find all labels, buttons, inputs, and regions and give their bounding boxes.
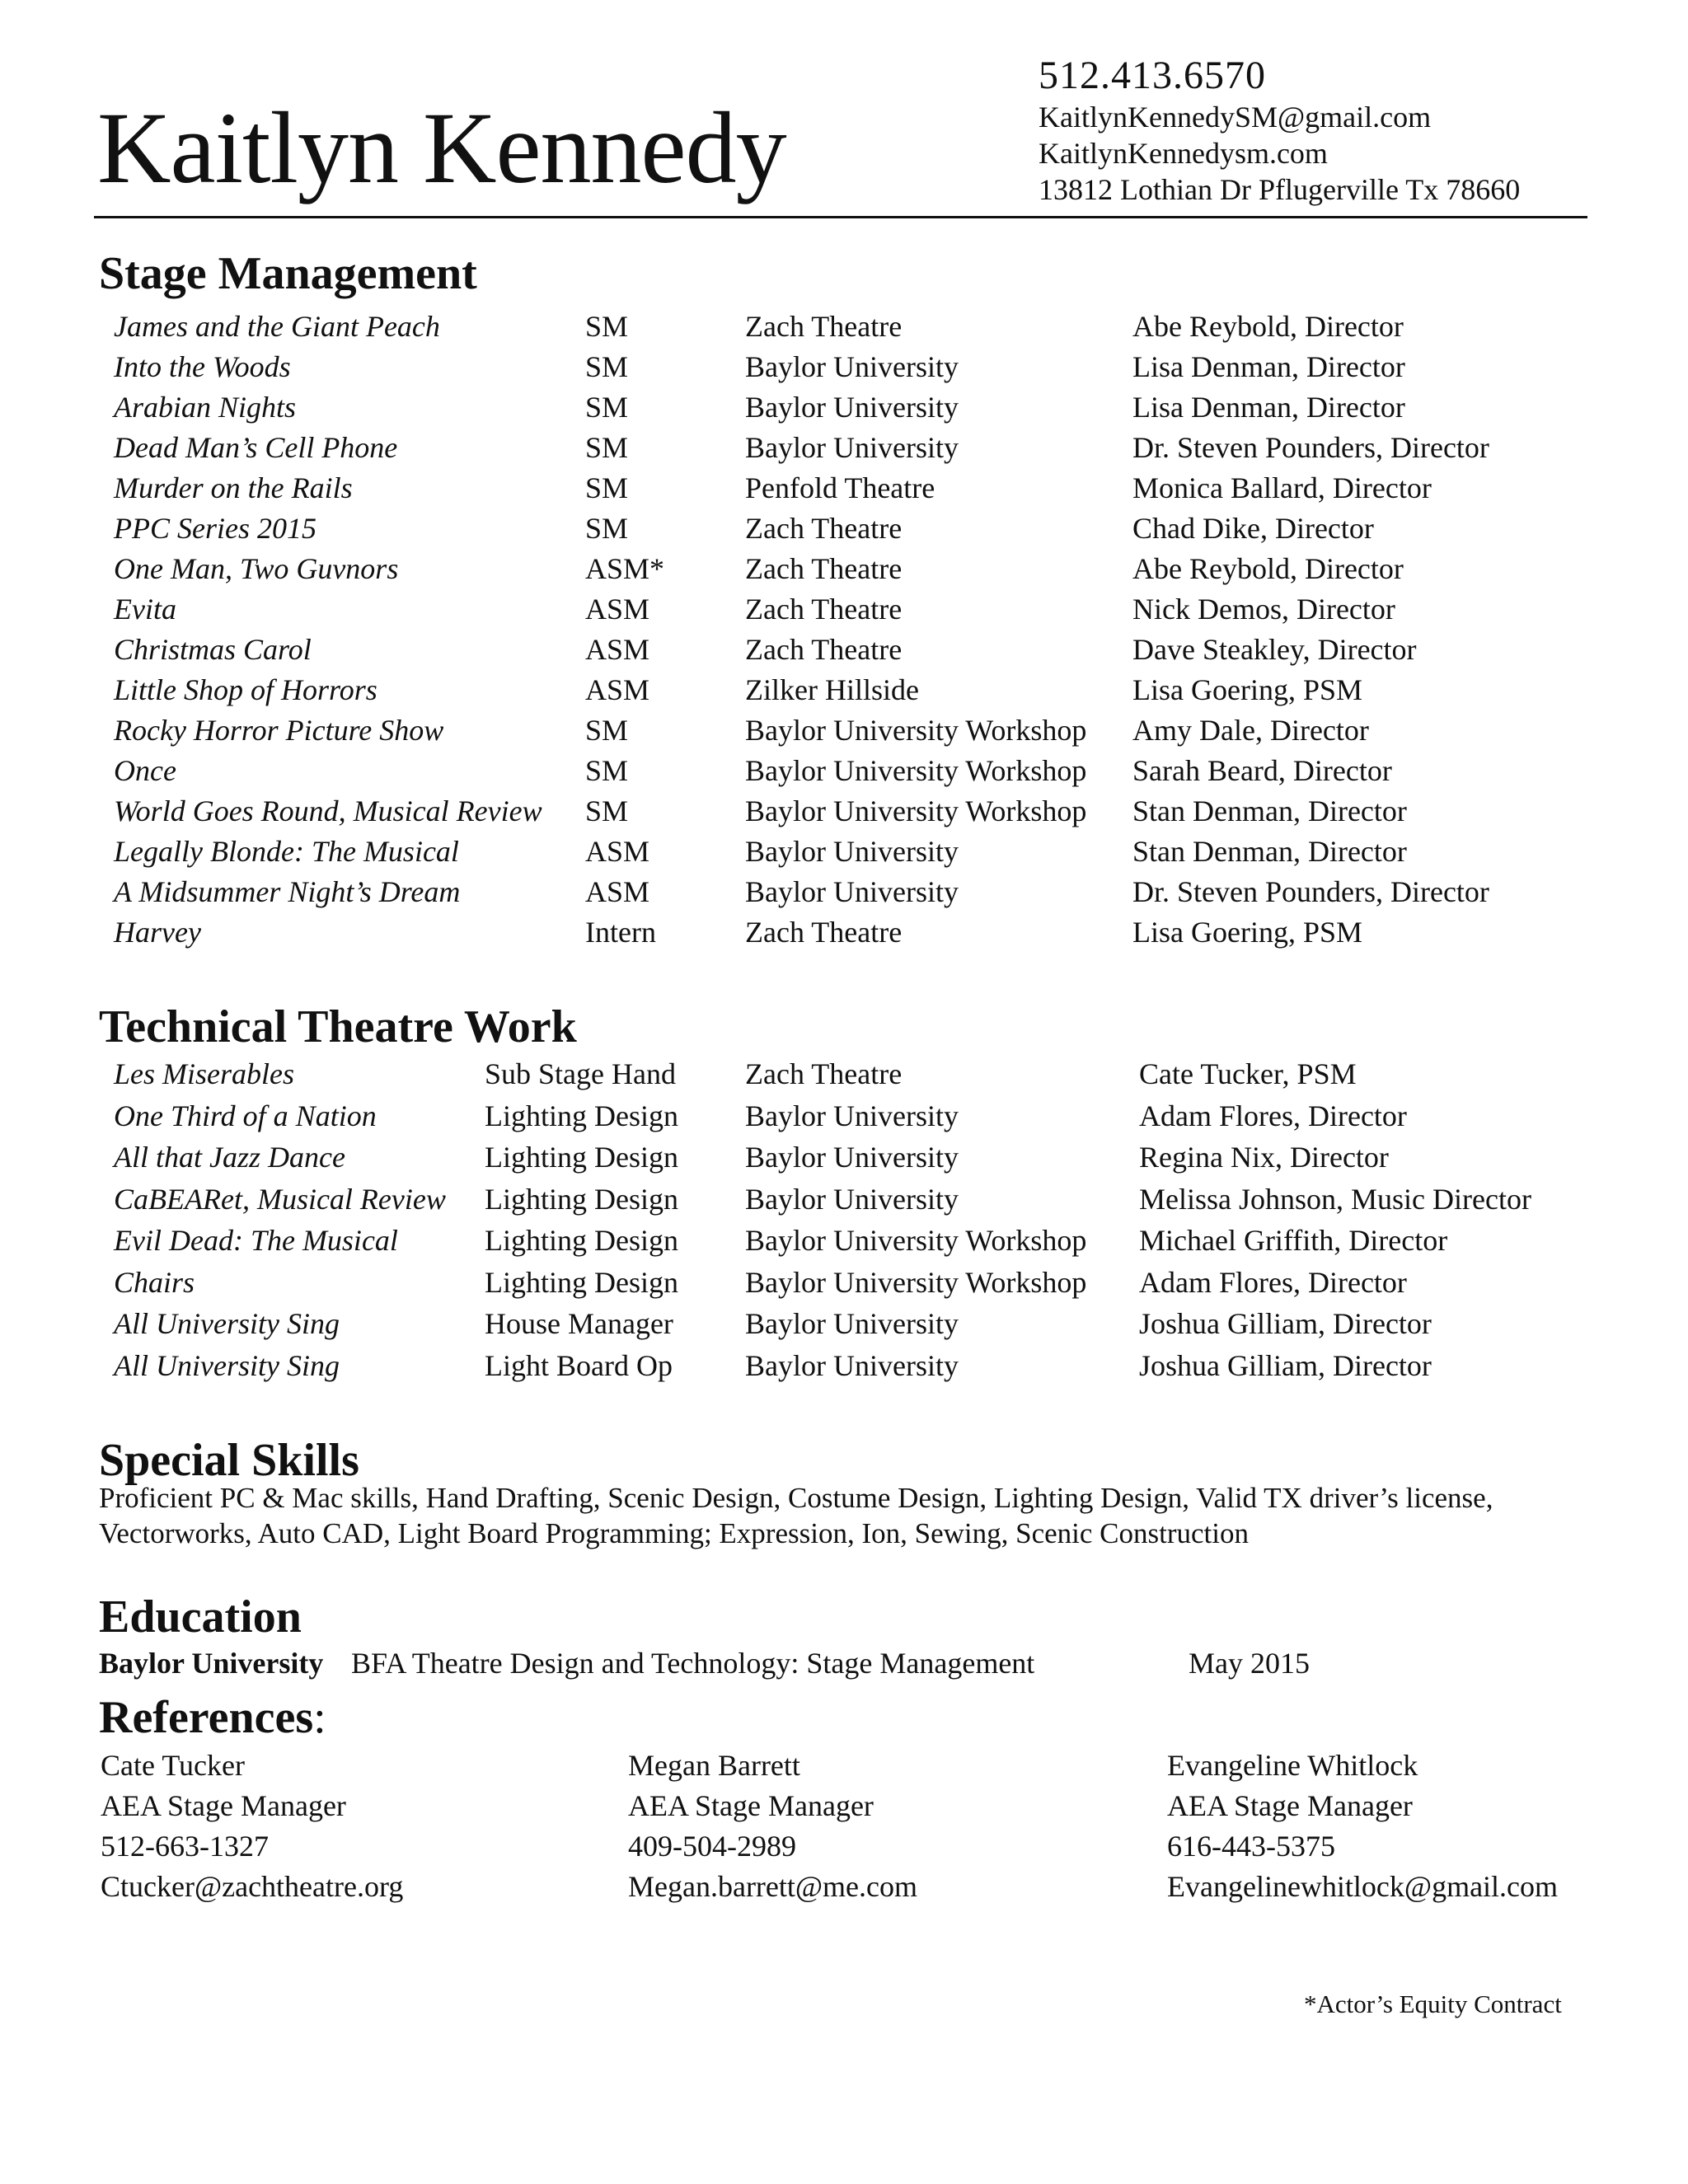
references-heading-text: References xyxy=(99,1692,314,1743)
credit-venue: Zach Theatre xyxy=(745,916,903,949)
reference-email: Evangelinewhitlock@gmail.com xyxy=(1167,1870,1559,1903)
reference-phone: 409-504-2989 xyxy=(628,1830,796,1863)
credit-show: James and the Giant Peach xyxy=(114,310,440,343)
credit-position: SM xyxy=(585,714,629,747)
credit-director: Regina Nix, Director xyxy=(1139,1141,1389,1174)
credit-position: Lighting Design xyxy=(485,1141,678,1174)
credit-position: Light Board Op xyxy=(485,1348,673,1382)
credit-venue: Baylor University xyxy=(745,350,959,383)
resume-name: Kaitlyn Kennedy xyxy=(97,91,786,204)
reference-email: Ctucker@zachtheatre.org xyxy=(101,1870,404,1903)
references-heading-colon: : xyxy=(313,1692,326,1743)
reference-phone: 616-443-5375 xyxy=(1167,1830,1335,1863)
education-date: May 2015 xyxy=(1189,1647,1310,1680)
credit-director: Lisa Denman, Director xyxy=(1132,350,1405,383)
contact-email: KaitlynKennedySM@gmail.com xyxy=(1039,101,1432,134)
reference-card xyxy=(628,1746,917,1907)
credit-venue: Zach Theatre xyxy=(745,1057,903,1090)
credit-show: Chairs xyxy=(114,1265,195,1299)
credit-venue: Baylor University Workshop xyxy=(745,714,1087,747)
credit-show: Harvey xyxy=(114,916,201,949)
credit-show: Legally Blonde: The Musical xyxy=(114,835,459,868)
credit-show: PPC Series 2015 xyxy=(114,512,316,545)
credit-position: Sub Stage Hand xyxy=(485,1057,676,1090)
credit-venue: Baylor University Workshop xyxy=(745,1265,1087,1299)
credit-show: Evil Dead: The Musical xyxy=(114,1224,398,1257)
credit-position: SM xyxy=(585,471,629,504)
contact-website: KaitlynKennedysm.com xyxy=(1039,137,1328,170)
credit-venue: Baylor University xyxy=(745,835,959,868)
credit-director: Lisa Goering, PSM xyxy=(1132,916,1362,949)
credit-show: Dead Man’s Cell Phone xyxy=(114,431,398,464)
credit-show: A Midsummer Night’s Dream xyxy=(114,875,461,908)
credit-director: Joshua Gilliam, Director xyxy=(1139,1348,1432,1382)
credit-show: Les Miserables xyxy=(114,1057,294,1090)
credit-director: Cate Tucker, PSM xyxy=(1139,1057,1357,1090)
credit-director: Lisa Goering, PSM xyxy=(1132,673,1362,706)
credit-venue: Penfold Theatre xyxy=(745,471,935,504)
credit-director: Lisa Denman, Director xyxy=(1132,391,1405,424)
credit-venue: Zach Theatre xyxy=(745,552,903,585)
reference-email: Megan.barrett@me.com xyxy=(628,1870,918,1903)
contact-address: 13812 Lothian Dr Pflugerville Tx 78660 xyxy=(1039,173,1521,206)
credit-director: Amy Dale, Director xyxy=(1132,714,1369,747)
credit-venue: Baylor University xyxy=(745,875,959,908)
credit-show: Arabian Nights xyxy=(114,391,297,424)
credit-show: All University Sing xyxy=(114,1307,340,1340)
credit-director: Chad Dike, Director xyxy=(1132,512,1374,545)
credit-position: ASM xyxy=(585,673,650,706)
credit-venue: Baylor University xyxy=(745,1348,959,1382)
credit-director: Michael Griffith, Director xyxy=(1139,1224,1448,1257)
reference-title: AEA Stage Manager xyxy=(101,1789,346,1822)
reference-name: Cate Tucker xyxy=(101,1749,245,1782)
credit-director: Stan Denman, Director xyxy=(1132,794,1407,827)
stage-management-heading: Stage Management xyxy=(99,248,477,299)
credit-position: ASM xyxy=(585,593,650,626)
credit-venue: Zach Theatre xyxy=(745,310,903,343)
reference-card xyxy=(1167,1746,1558,1907)
credit-director: Nick Demos, Director xyxy=(1132,593,1395,626)
credit-venue: Baylor University xyxy=(745,1141,959,1174)
credit-show: Christmas Carol xyxy=(114,633,312,666)
credit-position: ASM xyxy=(585,875,650,908)
credit-director: Stan Denman, Director xyxy=(1132,835,1407,868)
credit-show: Murder on the Rails xyxy=(114,471,353,504)
credit-venue: Zilker Hillside xyxy=(745,673,919,706)
technical-theatre-heading: Technical Theatre Work xyxy=(99,1001,577,1052)
header-divider xyxy=(94,216,1587,218)
credit-director: Adam Flores, Director xyxy=(1139,1099,1407,1132)
reference-phone: 512-663-1327 xyxy=(101,1830,269,1863)
credit-position: SM xyxy=(585,794,629,827)
reference-card xyxy=(101,1746,403,1907)
credit-director: Monica Ballard, Director xyxy=(1132,471,1432,504)
credit-position: SM xyxy=(585,350,629,383)
education-entry xyxy=(99,1645,1310,1681)
credit-show: World Goes Round, Musical Review xyxy=(114,794,542,827)
credit-show: Evita xyxy=(114,593,176,626)
credit-position: House Manager xyxy=(485,1307,673,1340)
credit-venue: Baylor University xyxy=(745,391,959,424)
credit-venue: Baylor University Workshop xyxy=(745,754,1087,787)
credit-position: Lighting Design xyxy=(485,1224,678,1257)
credit-venue: Baylor University xyxy=(745,431,959,464)
education-school: Baylor University xyxy=(99,1647,324,1680)
reference-title: AEA Stage Manager xyxy=(628,1789,874,1822)
credit-position: SM xyxy=(585,431,629,464)
credit-venue: Zach Theatre xyxy=(745,593,903,626)
special-skills-text: Proficient PC & Mac skills, Hand Drafting, Scenic Design, Costume Design, Lighting Design, Valid TX driver’s license, Vectorworks, Auto CAD, Light Board Programming; Expression, Ion, Sewing, Scenic Construction xyxy=(99,1482,1493,1549)
credit-position: ASM xyxy=(585,633,650,666)
credit-show: All that Jazz Dance xyxy=(114,1141,345,1174)
credit-show: Into the Woods xyxy=(114,350,291,383)
credit-position: SM xyxy=(585,754,629,787)
credit-show: All University Sing xyxy=(114,1348,340,1382)
credit-venue: Baylor University Workshop xyxy=(745,1224,1087,1257)
credit-show: CaBEARet, Musical Review xyxy=(114,1182,446,1216)
references-heading xyxy=(99,1694,326,1741)
contact-phone: 512.413.6570 xyxy=(1039,54,1266,97)
credit-position: ASM* xyxy=(585,552,665,585)
credit-position: Intern xyxy=(585,916,656,949)
credit-director: Dr. Steven Pounders, Director xyxy=(1132,431,1489,464)
credit-position: Lighting Design xyxy=(485,1265,678,1299)
credit-venue: Baylor University xyxy=(745,1099,959,1132)
credit-director: Dave Steakley, Director xyxy=(1132,633,1417,666)
credit-show: Little Shop of Horrors xyxy=(114,673,377,706)
reference-name: Evangeline Whitlock xyxy=(1167,1749,1418,1782)
reference-title: AEA Stage Manager xyxy=(1167,1789,1413,1822)
credit-director: Joshua Gilliam, Director xyxy=(1139,1307,1432,1340)
credit-venue: Baylor University xyxy=(745,1182,959,1216)
credit-venue: Zach Theatre xyxy=(745,512,903,545)
credit-position: SM xyxy=(585,512,629,545)
credit-show: Once xyxy=(114,754,176,787)
special-skills-heading: Special Skills xyxy=(99,1435,359,1486)
credit-director: Sarah Beard, Director xyxy=(1132,754,1392,787)
credit-position: Lighting Design xyxy=(485,1182,678,1216)
credit-director: Adam Flores, Director xyxy=(1139,1265,1407,1299)
footnote: *Actor’s Equity Contract xyxy=(1304,1990,1562,2018)
credit-venue: Baylor University xyxy=(745,1307,959,1340)
credit-venue: Baylor University Workshop xyxy=(745,794,1087,827)
credit-director: Melissa Johnson, Music Director xyxy=(1139,1182,1531,1216)
reference-name: Megan Barrett xyxy=(628,1749,800,1782)
education-heading: Education xyxy=(99,1591,302,1643)
credit-position: SM xyxy=(585,391,629,424)
credit-position: ASM xyxy=(585,835,650,868)
credit-position: Lighting Design xyxy=(485,1099,678,1132)
credit-director: Dr. Steven Pounders, Director xyxy=(1132,875,1489,908)
education-degree: BFA Theatre Design and Technology: Stage Management xyxy=(351,1647,1035,1680)
credit-show: One Man, Two Guvnors xyxy=(114,552,399,585)
credit-director: Abe Reybold, Director xyxy=(1132,552,1404,585)
contact-block xyxy=(1039,53,1520,208)
credit-director: Abe Reybold, Director xyxy=(1132,310,1404,343)
credit-venue: Zach Theatre xyxy=(745,633,903,666)
credit-show: One Third of a Nation xyxy=(114,1099,377,1132)
credit-position: SM xyxy=(585,310,629,343)
credit-show: Rocky Horror Picture Show xyxy=(114,714,444,747)
